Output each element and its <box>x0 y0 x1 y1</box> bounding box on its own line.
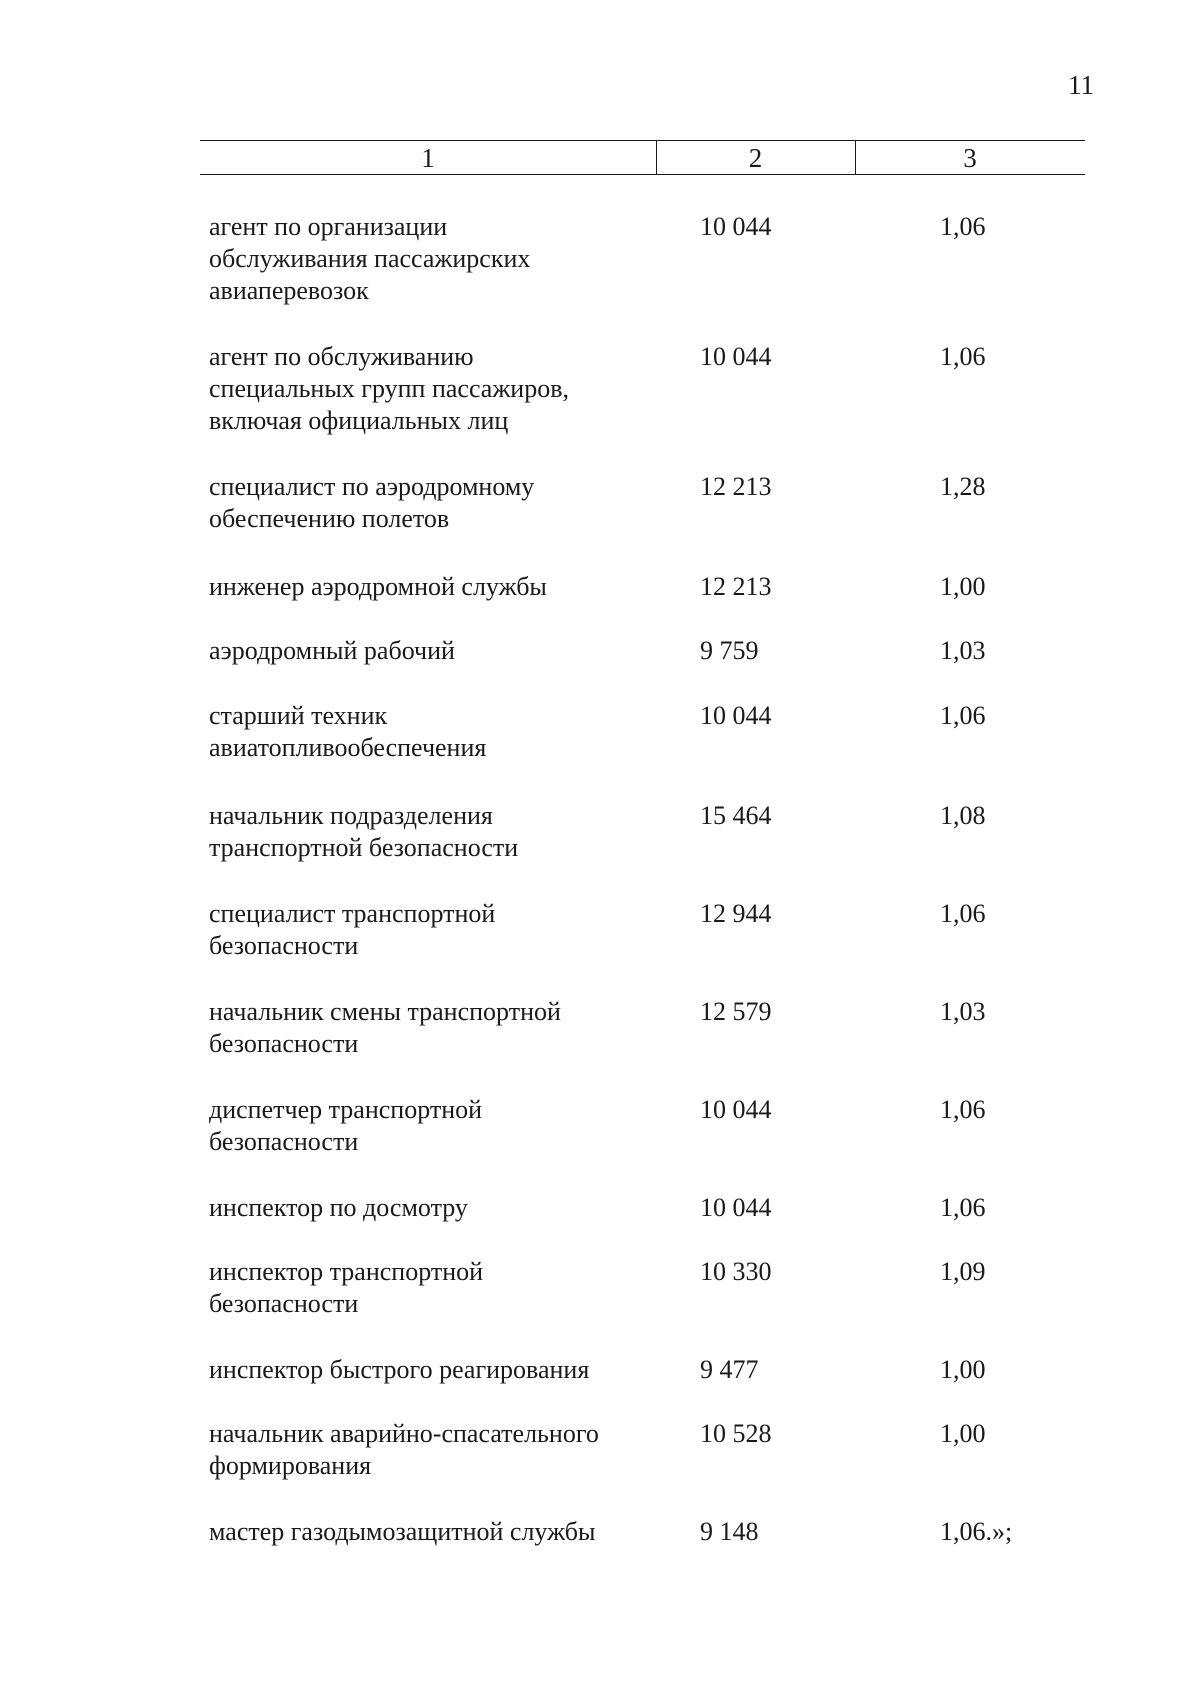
position-name: агент по обслуживанию специальных групп пассажиров, включая официальных лиц <box>209 342 570 435</box>
position-name: специалист по аэродромному обеспечению полетов <box>209 472 535 533</box>
coefficient-value: 1,00 <box>940 1355 986 1384</box>
coefficient-value: 1,06 <box>940 1193 986 1222</box>
salary-value: 10 528 <box>700 1419 772 1448</box>
column-header-1: 1 <box>421 143 435 173</box>
position-name: специалист транспортной безопасности <box>209 899 496 960</box>
position-name: аэродромный рабочий <box>209 636 455 665</box>
salary-value: 9 477 <box>700 1355 759 1384</box>
position-name: инспектор транспортной безопасности <box>209 1257 484 1318</box>
coefficient-value: 1,09 <box>940 1257 986 1286</box>
position-name: инспектор по досмотру <box>209 1193 468 1222</box>
table-header-top-rule <box>200 140 1085 141</box>
position-name: инспектор быстрого реагирования <box>209 1355 590 1384</box>
coefficient-value: 1,06 <box>940 342 986 371</box>
position-name: инженер аэродромной службы <box>209 572 547 601</box>
coefficient-value: 1,03 <box>940 636 986 665</box>
table-header-bottom-rule <box>200 174 1085 175</box>
salary-value: 10 330 <box>700 1257 772 1286</box>
position-name: старший техник авиатопливообеспечения <box>209 701 487 762</box>
salary-value: 10 044 <box>700 1193 772 1222</box>
salary-value: 12 944 <box>700 899 772 928</box>
position-name: начальник смены транспортной безопасности <box>209 997 561 1058</box>
coefficient-value: 1,28 <box>940 472 986 501</box>
salary-value: 9 759 <box>700 636 759 665</box>
salary-value: 10 044 <box>700 342 772 371</box>
coefficient-value: 1,00 <box>940 572 986 601</box>
position-name: диспетчер транспортной безопасности <box>209 1095 483 1156</box>
salary-value: 10 044 <box>700 212 772 241</box>
coefficient-value: 1,06 <box>940 701 986 730</box>
column-header-3: 3 <box>963 143 977 173</box>
coefficient-value: 1,00 <box>940 1419 986 1448</box>
coefficient-value: 1,06.»; <box>940 1517 1013 1546</box>
salary-value: 12 579 <box>700 997 772 1026</box>
coefficient-value: 1,03 <box>940 997 986 1026</box>
coefficient-value: 1,06 <box>940 1095 986 1124</box>
position-name: мастер газодымозащитной службы <box>209 1517 596 1546</box>
salary-value: 10 044 <box>700 1095 772 1124</box>
salary-value: 12 213 <box>700 572 772 601</box>
position-name: начальник подразделения транспортной безопасности <box>209 801 519 862</box>
salary-value: 9 148 <box>700 1517 759 1546</box>
coefficient-value: 1,06 <box>940 212 986 241</box>
position-name: агент по организации обслуживания пассажирских авиаперевозок <box>209 212 531 305</box>
salary-value: 10 044 <box>700 701 772 730</box>
coefficient-value: 1,08 <box>940 801 986 830</box>
salary-value: 15 464 <box>700 801 772 830</box>
salary-value: 12 213 <box>700 472 772 501</box>
page-number: 11 <box>1068 70 1094 100</box>
column-header-2: 2 <box>748 143 763 173</box>
position-name: начальник аварийно-спасательного формирования <box>209 1419 599 1480</box>
coefficient-value: 1,06 <box>940 899 986 928</box>
